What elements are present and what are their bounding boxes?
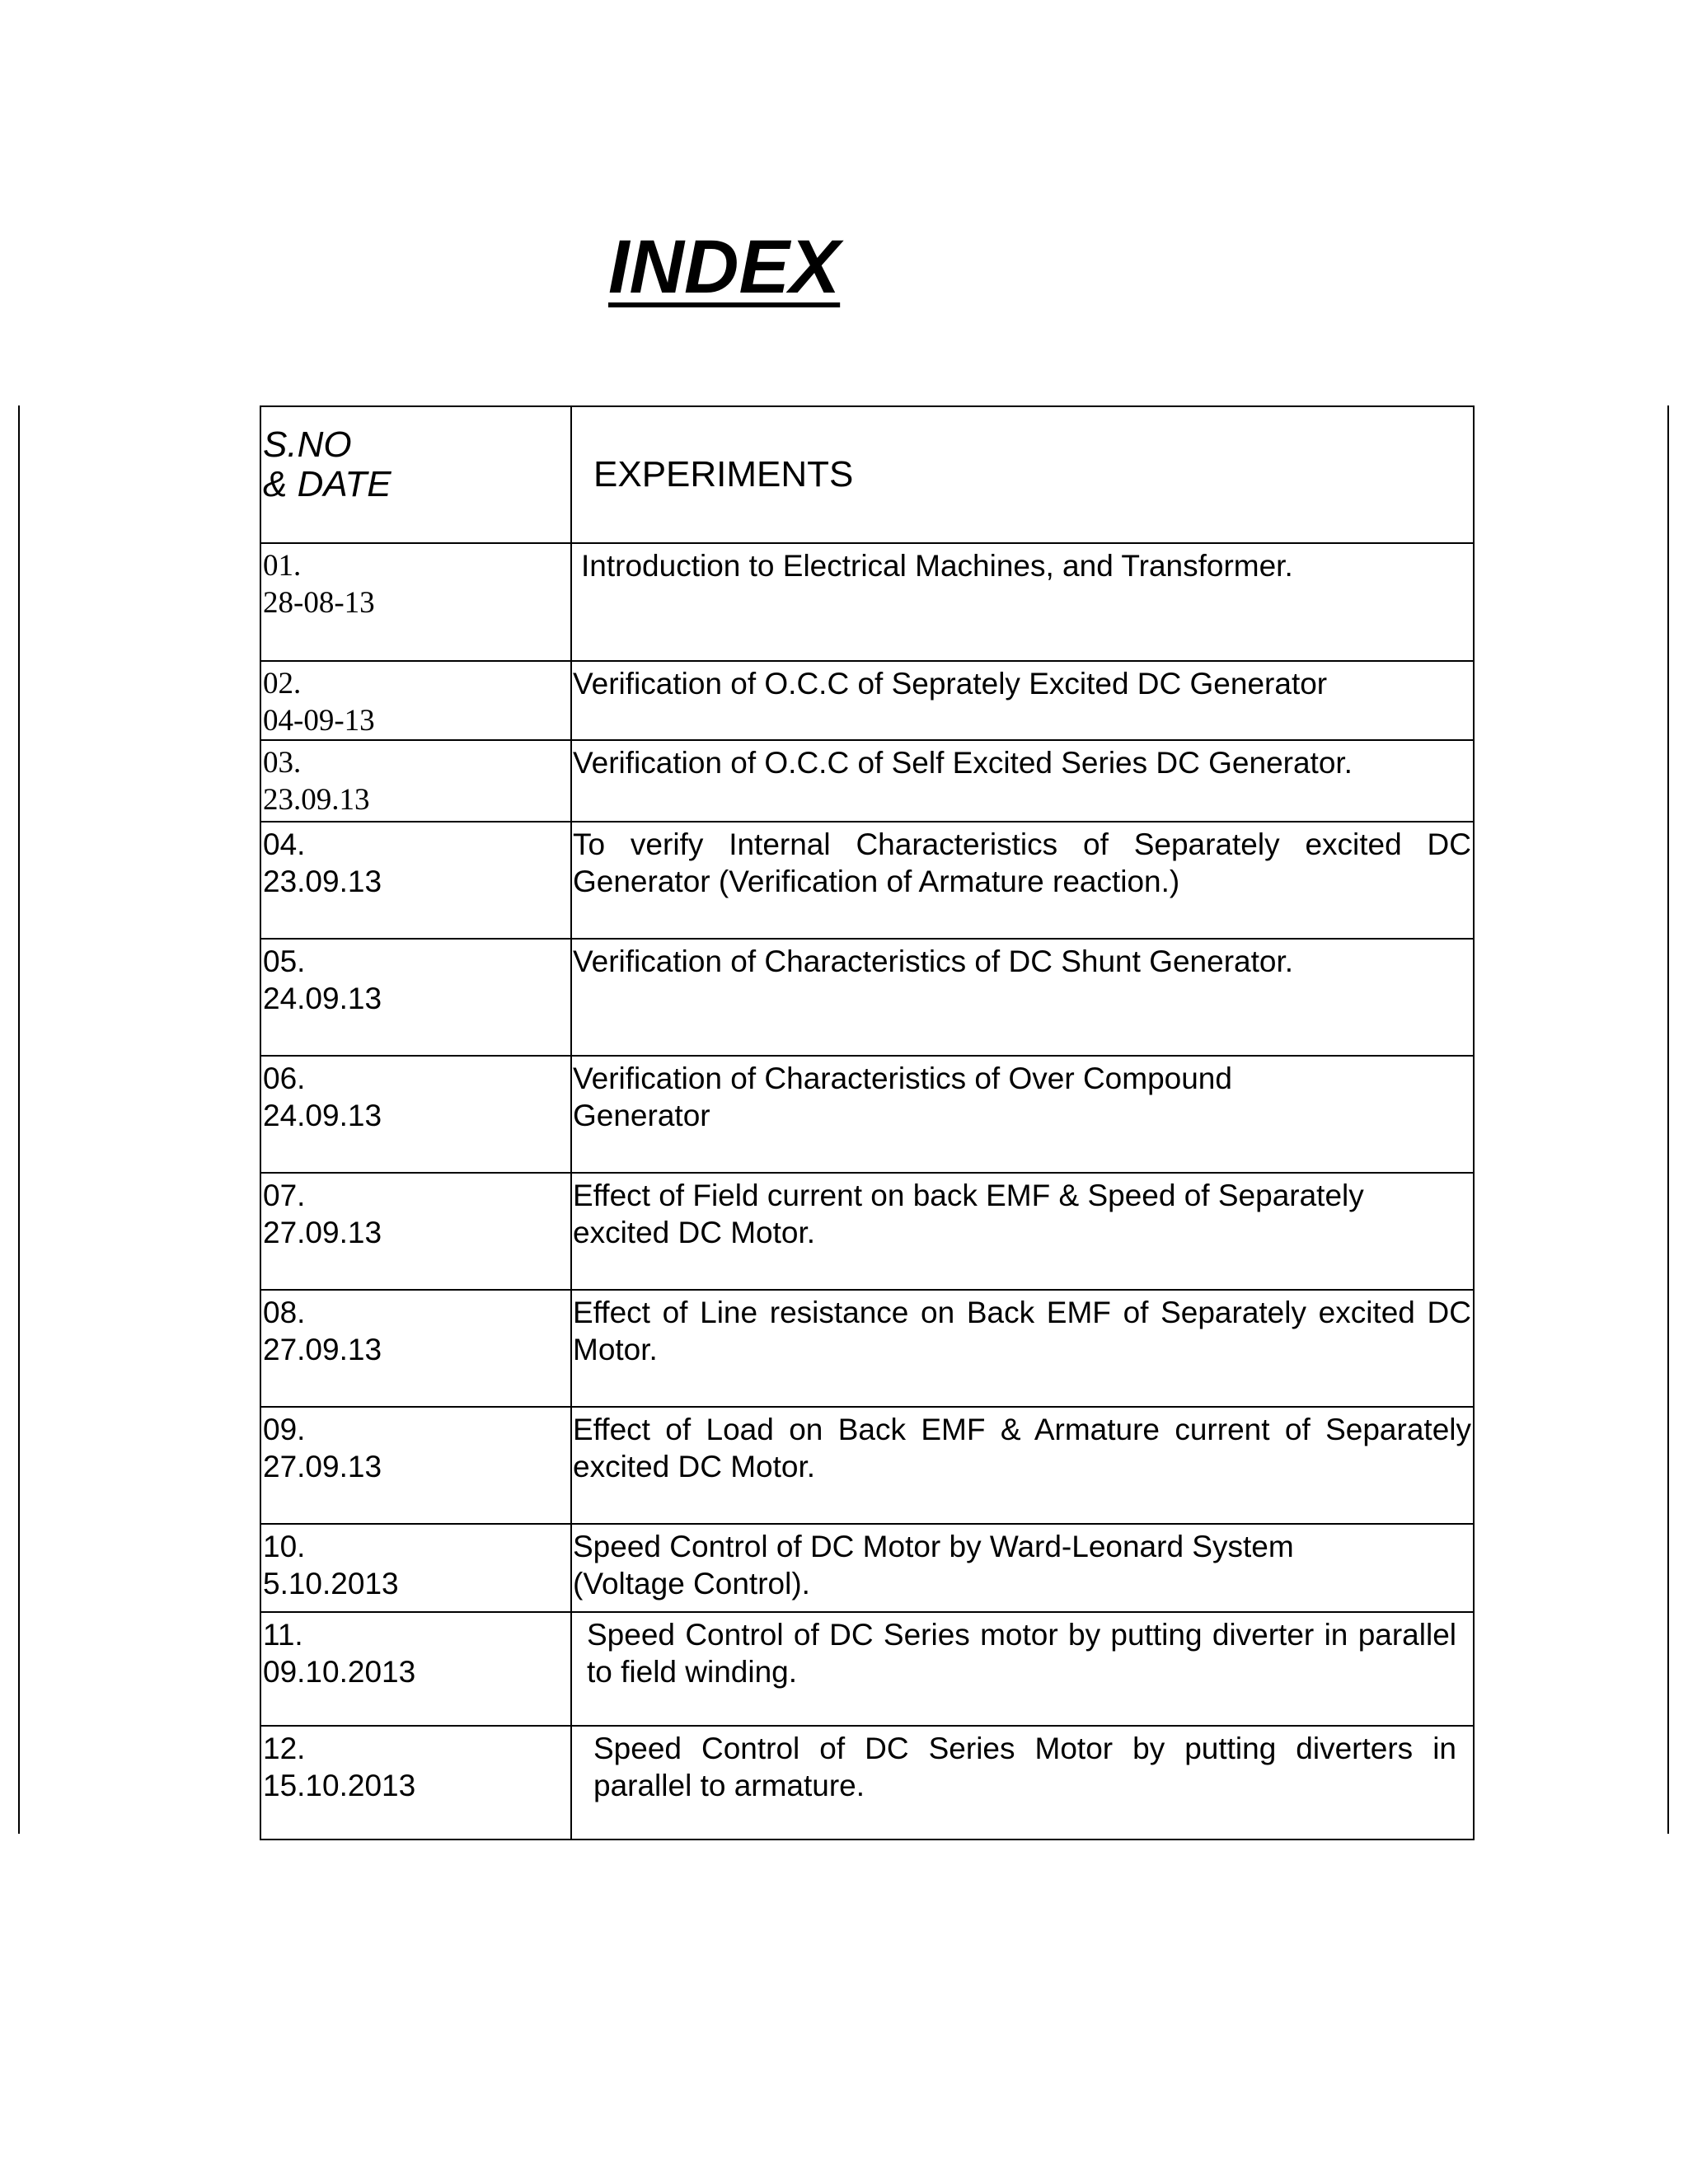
row-experiment-line: Speed Control of DC Motor by Ward-Leonard System xyxy=(573,1530,1294,1564)
header-sno-date xyxy=(260,406,571,543)
row-number: 01. xyxy=(263,549,302,583)
row-sno-cell xyxy=(260,1173,571,1290)
header-experiments: EXPERIMENTS xyxy=(571,406,1474,543)
table-row xyxy=(260,543,1474,661)
table-row xyxy=(260,1612,1474,1726)
row-sno-cell xyxy=(260,1290,571,1407)
row-number: 07. xyxy=(263,1179,306,1213)
header-date: & DATE xyxy=(263,464,392,505)
row-experiment: Verification of O.C.C of Self Excited Series DC Generator. xyxy=(571,740,1474,822)
table-row xyxy=(260,1290,1474,1407)
table-row xyxy=(260,740,1474,822)
right-margin-line xyxy=(1667,405,1669,1834)
row-sno-cell xyxy=(260,1612,571,1726)
row-date: 27.09.13 xyxy=(263,1216,382,1250)
row-experiment: Verification of O.C.C of Seprately Excited DC Generator xyxy=(571,661,1474,740)
row-experiment: Speed Control of DC Series motor by putting diverter in parallel to field winding. xyxy=(571,1612,1474,1726)
row-experiment-line: excited DC Motor. xyxy=(573,1216,816,1250)
row-experiment xyxy=(571,1524,1474,1612)
row-sno-cell xyxy=(260,740,571,822)
row-date: 27.09.13 xyxy=(263,1450,382,1484)
row-number: 05. xyxy=(263,944,306,979)
row-experiment-line: (Voltage Control). xyxy=(573,1567,810,1601)
row-sno-cell xyxy=(260,1726,571,1840)
row-sno-cell xyxy=(260,822,571,939)
row-date: 24.09.13 xyxy=(263,1099,382,1133)
row-date: 23.09.13 xyxy=(263,865,382,899)
row-experiment: Effect of Line resistance on Back EMF of Separately excited DC Motor. xyxy=(571,1290,1474,1407)
row-date: 5.10.2013 xyxy=(263,1567,399,1601)
row-date: 23.09.13 xyxy=(263,783,370,818)
row-experiment: Introduction to Electrical Machines, and Transformer. xyxy=(571,543,1474,661)
table-row xyxy=(260,1407,1474,1524)
row-date: 27.09.13 xyxy=(263,1333,382,1367)
row-sno-cell xyxy=(260,939,571,1056)
row-sno-cell xyxy=(260,1524,571,1612)
page-title: INDEX xyxy=(608,225,841,309)
row-date: 15.10.2013 xyxy=(263,1769,416,1803)
row-number: 12. xyxy=(263,1732,306,1766)
row-number: 09. xyxy=(263,1413,306,1447)
index-table xyxy=(260,405,1475,1840)
row-experiment: Speed Control of DC Series Motor by putting diverters in parallel to armature. xyxy=(571,1726,1474,1840)
table-header-row xyxy=(260,406,1474,543)
row-number: 04. xyxy=(263,827,306,862)
row-date: 28-08-13 xyxy=(263,586,375,621)
row-number: 02. xyxy=(263,667,302,701)
row-experiment: Effect of Load on Back EMF & Armature current of Separately excited DC Motor. xyxy=(571,1407,1474,1524)
table-row xyxy=(260,1726,1474,1840)
row-date: 04-09-13 xyxy=(263,704,375,738)
table-row xyxy=(260,1173,1474,1290)
row-number: 03. xyxy=(263,746,302,780)
row-experiment: To verify Internal Characteristics of Separately excited DC Generator (Verification of Armature reaction.) xyxy=(571,822,1474,939)
row-sno-cell xyxy=(260,543,571,661)
row-experiment: Verification of Characteristics of DC Shunt Generator. xyxy=(571,939,1474,1056)
row-sno-cell xyxy=(260,1407,571,1524)
header-sno: S.NO xyxy=(263,424,352,465)
table-row xyxy=(260,822,1474,939)
row-date: 09.10.2013 xyxy=(263,1655,416,1690)
row-sno-cell xyxy=(260,1056,571,1173)
row-number: 06. xyxy=(263,1062,306,1096)
row-experiment-line: Verification of Characteristics of Over Compound xyxy=(573,1062,1232,1096)
table-row xyxy=(260,1056,1474,1173)
left-margin-line xyxy=(18,405,20,1834)
table-row xyxy=(260,939,1474,1056)
row-experiment xyxy=(571,1173,1474,1290)
row-number: 11. xyxy=(263,1618,303,1652)
row-sno-cell xyxy=(260,661,571,740)
row-experiment xyxy=(571,1056,1474,1173)
row-experiment-line: Effect of Field current on back EMF & Speed of Separately xyxy=(573,1179,1364,1213)
row-date: 24.09.13 xyxy=(263,982,382,1016)
row-number: 08. xyxy=(263,1296,306,1330)
row-experiment-line: Generator xyxy=(573,1099,710,1133)
table-row xyxy=(260,661,1474,740)
table-row xyxy=(260,1524,1474,1612)
row-number: 10. xyxy=(263,1530,306,1564)
